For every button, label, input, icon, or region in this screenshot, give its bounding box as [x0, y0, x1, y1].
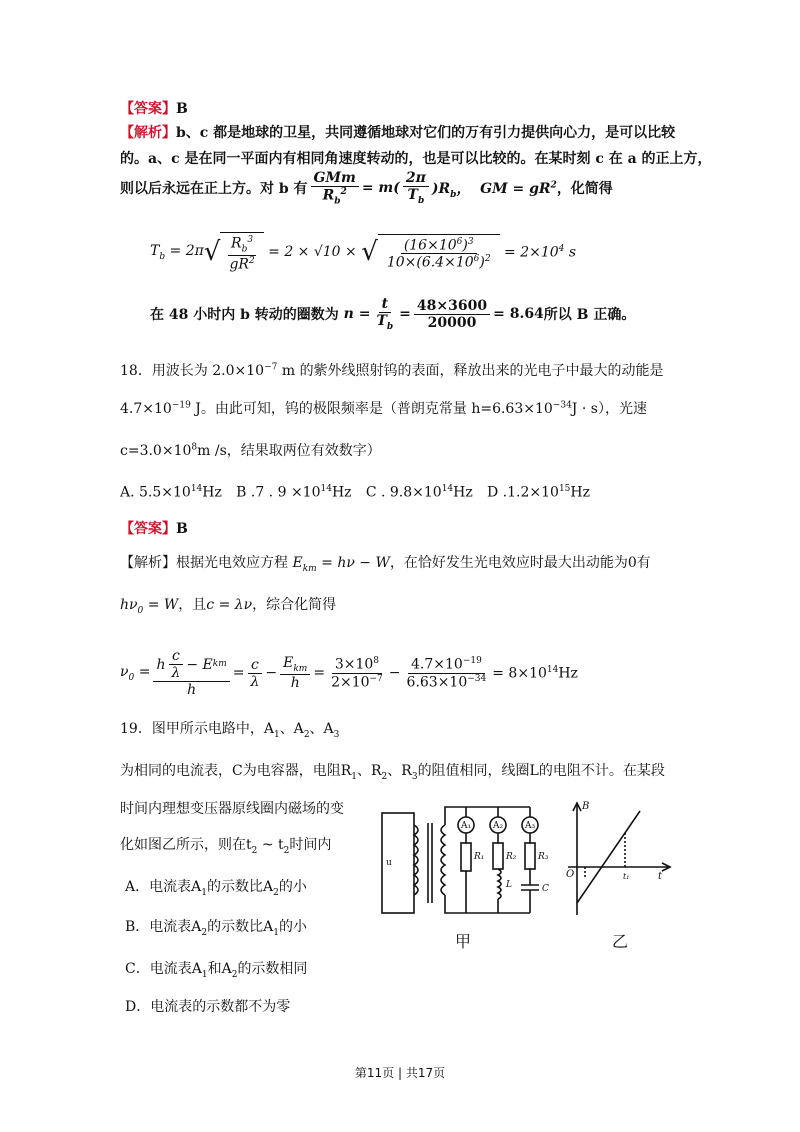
- gravity-fraction: $\frac{\text{GMm}}{R_b^2}$: [311, 170, 359, 207]
- svg-text:L: L: [506, 880, 512, 890]
- q18-option-c: C . $9.8\times 10^{14}Hz$: [365, 484, 473, 501]
- q18-options: [120, 484, 590, 501]
- q19-option-c: C．电流表$A_1$和$A_2$的示数相同: [125, 961, 308, 980]
- q18-answer-line: 【答案】B: [120, 521, 188, 537]
- q17-analysis-line2: 的。a、c 是在同一平面内有相同角速度转动的，也是可以比较的。在某时刻 c 在 a 的正上方，: [120, 151, 712, 167]
- svg-text:O: O: [566, 869, 575, 880]
- page-footer: 第11页 | 共17页: [354, 1066, 446, 1080]
- q18-option-a: A. $5.5\times 10^{14}Hz$: [120, 484, 222, 501]
- q18-line1: 18．用波长为 $2.0\times 10^{-7}$ m 的紫外线照射钨的表面，释放出来的光电子中最大的动能是: [120, 362, 664, 379]
- q19-line2: 为相同的电流表，C为电容器，电阻$R_1$、$R_2$、$R_3$的阻值相同，线圈L的电阻不计。在某段: [120, 763, 665, 782]
- q19-figure: [370, 795, 680, 965]
- q18-analysis-line1: 【解析】根据光电效应方程 $E_{km} = h\nu - W$，在恰好发生光电效应时最大出动能为0有: [120, 555, 651, 574]
- figure-caption-jia: 甲: [455, 932, 472, 951]
- q17-analysis-line1: 【解析】b、c 都是地球的卫星，共同遵循地球对它们的万有引力提供向心力，是可以比较: [120, 125, 676, 141]
- q18-line2: $4.7\times 10^{-19}$ J。由此可知，钨的极限频率是（普朗克常量 $h=6.63\times 10^{-34}J \cdot s$），光速: [120, 400, 647, 417]
- svg-text:u: u: [386, 858, 392, 868]
- svg-text:R₁: R₁: [474, 852, 485, 862]
- q17-analysis-line3: 则以后永远在正上方。对 b 有 $\frac{\text{GMm}}{R_b^2}$ = m( $\frac{2\pi}{T_b}$ )$R_b$， GM = $gR^2$ ，化简得: [120, 170, 613, 207]
- q19-line1: 19．图甲所示电路中，$A_1$、$A_2$、$A_3$: [120, 721, 340, 740]
- answer-tag: 【答案】: [120, 521, 176, 537]
- svg-text:R₂: R₂: [506, 852, 517, 862]
- q18-line3: $c=3.0\times 10^8m$ /s，结果取两位有效数字）: [120, 442, 381, 459]
- svg-text:C: C: [542, 884, 549, 894]
- q18-analysis-line2: $h\nu_0 = W$，且c = λν，综合化简得: [120, 597, 337, 616]
- svg-text:A₂: A₂: [493, 821, 504, 831]
- q19-line3: 时间内理想变压器原线圈内磁场的变: [120, 801, 344, 817]
- q17-period-equation: $T_b = 2\pi$ √ $\frac{R_b^3}{gR^2}$ = 2 × √10 × √ $\frac{(16\times 10^6)^3}{10\times(6.4\times 10^6)^2}$ = $2\times 10^4$ s: [150, 232, 576, 273]
- svg-text:t₁: t₁: [623, 872, 630, 881]
- bt-graph: [568, 803, 670, 915]
- q18-option-d: D $.1.2\times 10^{15}Hz$: [487, 484, 590, 501]
- svg-text:A₁: A₁: [461, 821, 472, 831]
- answer-value: B: [176, 101, 188, 117]
- q19-option-b: B．电流表$A_2$的示数比$A_1$的小: [125, 919, 308, 938]
- svg-text:R₃: R₃: [538, 852, 549, 862]
- bt-graph-labels: [566, 801, 663, 882]
- svg-text:B: B: [582, 801, 590, 812]
- q18-option-b: B .7 . $9 \times 10^{14}Hz$: [236, 484, 352, 501]
- analysis-tag: 【解析】: [120, 125, 176, 141]
- q17-answer-line: [120, 98, 188, 118]
- q18-result-equation: $\nu_0$ = h $\frac{c}{\lambda}$ − E km h = $\frac{c}{\lambda}$ − $\frac{E_{km}}{h}$ = $\frac{3\times 10^8}{2\times 10^{-7}}$ − $\frac{4.7\times 10^{-19}}{6.63\times 10^{-34}}$ = $8\times 10^{14}Hz$: [120, 648, 578, 699]
- figure-caption-yi: 乙: [612, 932, 629, 951]
- q19-option-d: D．电流表的示数都不为零: [125, 999, 291, 1015]
- svg-text:A₃: A₃: [525, 821, 536, 831]
- q17-revolutions-line: 在 48 小时内 b 转动的圈数为 n = $\frac{t}{T_b}$ = $\frac{48\times 3600}{20000}$ = 8.64 所以 B 正确。: [150, 296, 636, 332]
- q19-line4: 化如图乙所示，则在$t_2$ ~ $t_2$时间内: [120, 837, 332, 856]
- q19-option-a: A．电流表$A_1$的示数比$A_2$的小: [125, 879, 307, 898]
- svg-text:t: t: [658, 871, 663, 882]
- answer-tag: 【答案】: [120, 101, 176, 117]
